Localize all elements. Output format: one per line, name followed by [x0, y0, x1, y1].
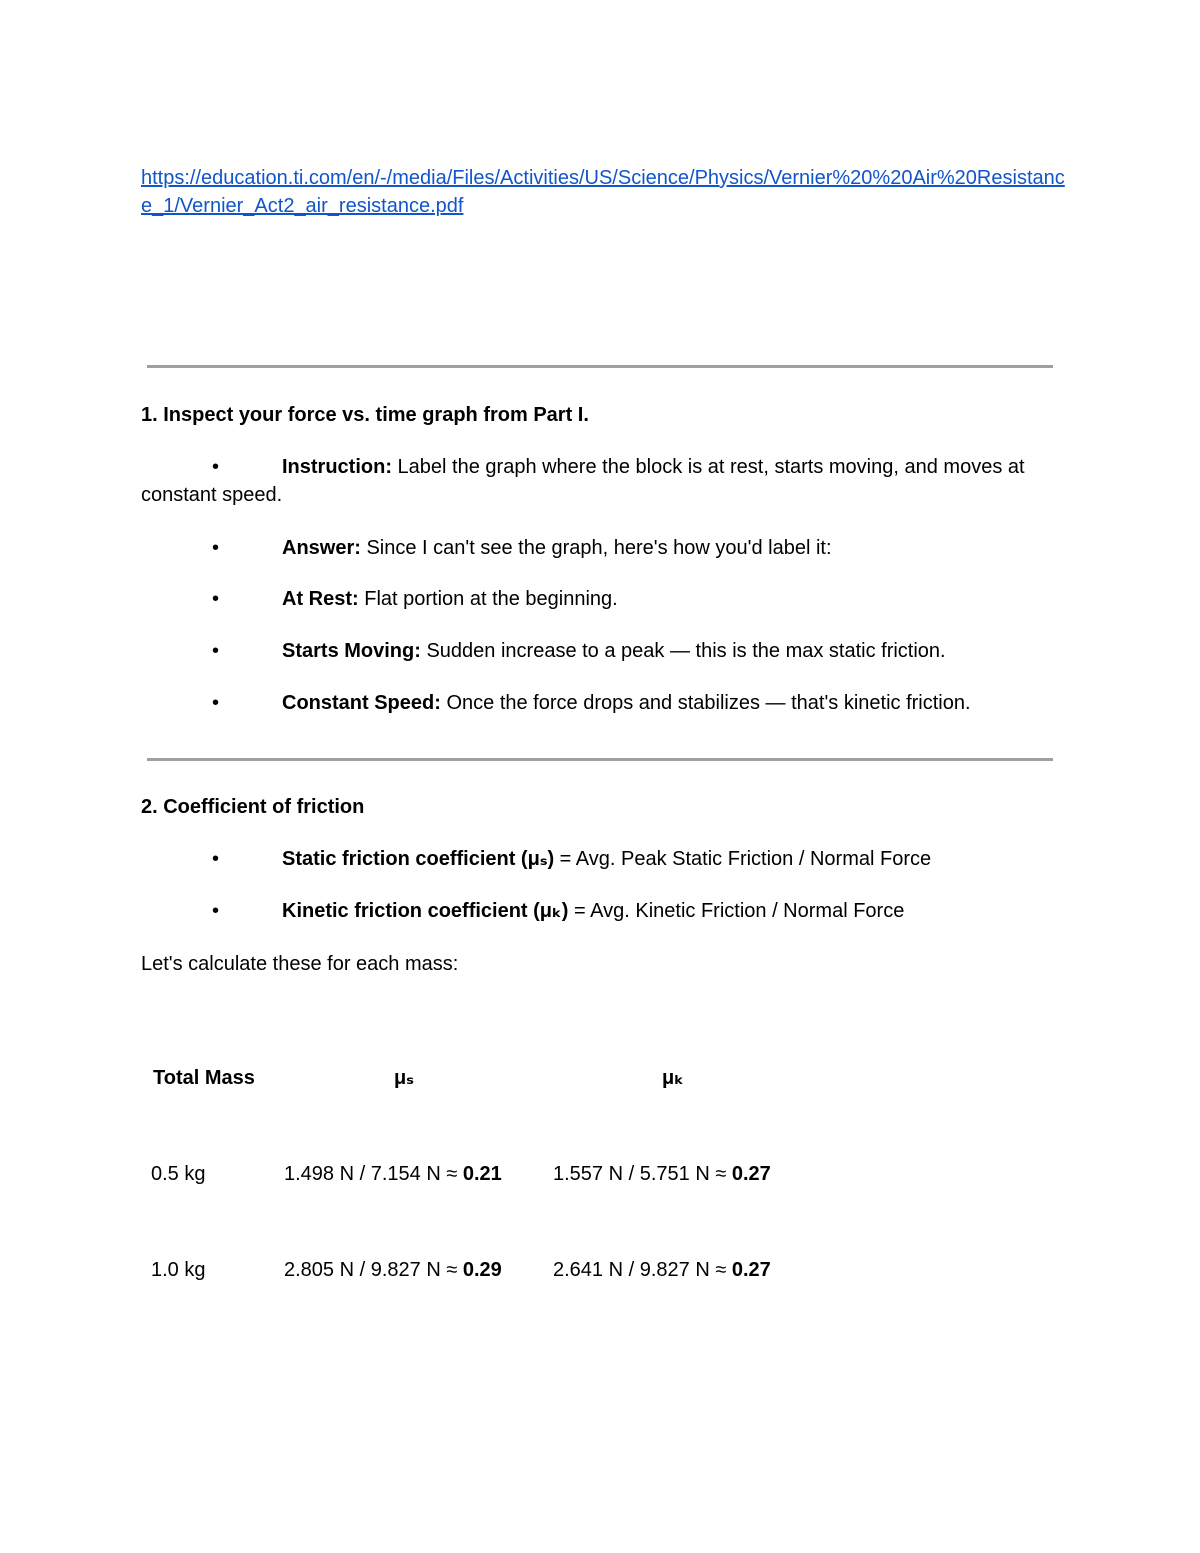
item-text: = Avg. Peak Static Friction / Normal Force	[554, 848, 932, 870]
list-item	[282, 845, 931, 873]
list-item	[282, 585, 618, 613]
item-text: Label the graph where the block is at rest, starts moving, and moves at constant speed.	[141, 456, 1025, 506]
calculation-intro: Let's calculate these for each mass:	[141, 953, 459, 975]
static-expression: 2.805 N / 9.827 N ≈	[284, 1259, 463, 1281]
item-text: Flat portion at the beginning.	[358, 588, 618, 610]
table-header-mass: Total Mass	[153, 1067, 255, 1089]
bullet-icon: •	[212, 692, 220, 714]
kinetic-value: 0.27	[731, 1259, 771, 1281]
bullet-icon: •	[212, 848, 220, 870]
item-label: Constant Speed:	[282, 692, 441, 714]
item-text: Sudden increase to a peak — this is the max static friction.	[420, 640, 946, 662]
table-cell-kinetic	[553, 1160, 771, 1188]
list-item	[282, 897, 904, 925]
item-label: Static friction coefficient (μₛ)	[282, 848, 555, 870]
kinetic-expression: 2.641 N / 9.827 N ≈	[553, 1259, 732, 1281]
item-label: Answer:	[282, 537, 361, 559]
item-text: Once the force drops and stabilizes — that's kinetic friction.	[440, 692, 971, 714]
list-item	[282, 534, 832, 562]
bullet-icon: •	[212, 537, 220, 559]
item-label: At Rest:	[282, 588, 359, 610]
static-expression: 1.498 N / 7.154 N ≈	[284, 1163, 463, 1185]
table-header-static: μₛ	[394, 1067, 414, 1089]
bullet-icon: •	[212, 640, 220, 662]
kinetic-expression: 1.557 N / 5.751 N ≈	[553, 1163, 732, 1185]
list-item	[141, 453, 1071, 509]
horizontal-rule	[147, 758, 1053, 761]
table-header-kinetic: μₖ	[662, 1067, 684, 1089]
table-cell-mass: 1.0 kg	[151, 1259, 206, 1281]
horizontal-rule	[147, 365, 1053, 368]
item-label: Instruction:	[282, 456, 392, 478]
bullet-icon: •	[212, 588, 220, 610]
item-label: Kinetic friction coefficient (μₖ)	[282, 900, 569, 922]
reference-link[interactable]: https://education.ti.com/en/-/media/Files/Activities/US/Science/Physics/Vernier%20%20Air%20Resistance_1/Vernier_Act2_air_resistance.pdf	[141, 167, 1065, 217]
list-item	[282, 689, 971, 717]
item-text: = Avg. Kinetic Friction / Normal Force	[568, 900, 905, 922]
table-cell-mass: 0.5 kg	[151, 1163, 206, 1185]
static-value: 0.29	[462, 1259, 502, 1281]
table-cell-static	[284, 1160, 502, 1188]
kinetic-value: 0.27	[731, 1163, 771, 1185]
bullet-icon: •	[212, 456, 220, 478]
table-cell-static	[284, 1256, 502, 1284]
section-2-heading: 2. Coefficient of friction	[141, 796, 365, 818]
item-text: Since I can't see the graph, here's how you'd label it:	[360, 537, 832, 559]
table-cell-kinetic	[553, 1256, 771, 1284]
item-label: Starts Moving:	[282, 640, 421, 662]
section-1-heading: 1. Inspect your force vs. time graph from Part I.	[141, 404, 589, 426]
static-value: 0.21	[462, 1163, 502, 1185]
list-item	[282, 637, 946, 665]
bullet-icon: •	[212, 900, 220, 922]
